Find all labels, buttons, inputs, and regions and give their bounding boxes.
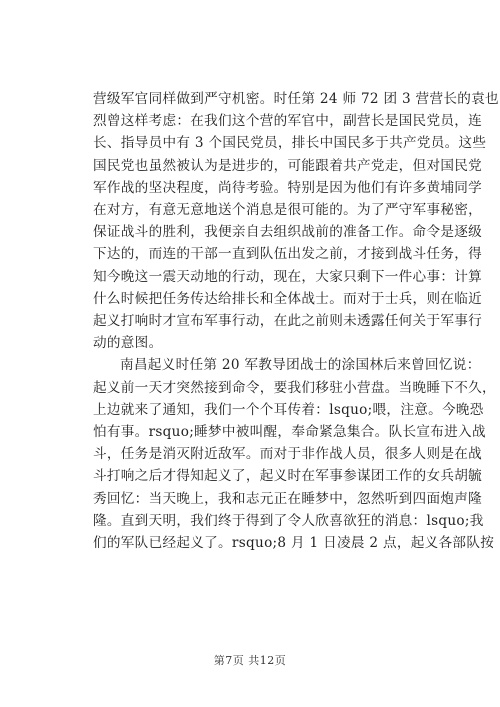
text-line: 知今晚这一震天动地的行动，现在，大家只剩下一件心事：计算 bbox=[93, 268, 483, 285]
text-line: 秀回忆：当天晚上，我和志元正在睡梦中，忽然听到四面炮声隆 bbox=[93, 490, 483, 507]
paragraph-1 bbox=[93, 88, 499, 354]
text-line: 营级军官同样做到严守机密。时任第 24 师 72 团 3 营营长的袁也 bbox=[93, 91, 499, 107]
text-line: 什么时候把任务传达给排长和全体战士。而对于士兵，则在临近 bbox=[93, 290, 483, 307]
text-line: 斗，任务是消灭附近敌军。而对于非作战人员，很多人则是在战 bbox=[93, 446, 483, 463]
document-body bbox=[93, 88, 499, 554]
text-line: 下达的，而连的干部一直到队伍出发之前，才接到战斗任务，得 bbox=[93, 246, 483, 263]
text-line: 怕有事。rsquo;睡梦中被叫醒，奉命紧急集合。队长宣布进入战 bbox=[93, 424, 486, 441]
text-line: 斗打响之后才得知起义了，起义时在军事参谋团工作的女兵胡毓 bbox=[93, 468, 483, 485]
text-line: 上边就来了通知，我们一个个耳传着：lsquo;喂，注意。今晚恐 bbox=[93, 401, 484, 418]
text-line: 隆。直到天明，我们终于得到了令人欣喜欲狂的消息：lsquo;我 bbox=[93, 512, 484, 529]
text-line: 在对方，有意无意地送个消息是很可能的。为了严守军事秘密， bbox=[93, 202, 483, 219]
text-line: 长、指导员中有 3 个国民党员，排长中国民多于共产党员。这些 bbox=[93, 135, 487, 152]
text-line: 南昌起义时任第 20 军教导团战士的涂国林后来曾回忆说： bbox=[120, 357, 481, 374]
text-line: 军作战的坚决程度，尚待考验。特别是因为他们有许多黄埔同学 bbox=[93, 179, 483, 196]
text-line: 起义前一天才突然接到命令，要我们移驻小营盘。当晚睡下不久， bbox=[93, 379, 496, 396]
text-line: 起义打响时才宣布军事行动，在此之前则未透露任何关于军事行 bbox=[93, 313, 483, 330]
paragraph-2 bbox=[93, 354, 496, 554]
text-line: 们的军队已经起义了。rsquo;8 月 1 日凌晨 2 点，起义各部队按 bbox=[93, 535, 495, 552]
text-line: 烈曾这样考虑：在我们这个营的军官中，副营长是国民党员，连 bbox=[93, 113, 483, 130]
text-line: 国民党也虽然被认为是进步的，可能跟着共产党走，但对国民党 bbox=[93, 157, 483, 174]
page-number-footer: 第7页 共12页 bbox=[213, 654, 287, 667]
text-line: 动的意图。 bbox=[93, 335, 163, 352]
text-line: 保证战斗的胜利，我便亲自去组织战前的准备工作。命令是逐级 bbox=[93, 224, 483, 241]
